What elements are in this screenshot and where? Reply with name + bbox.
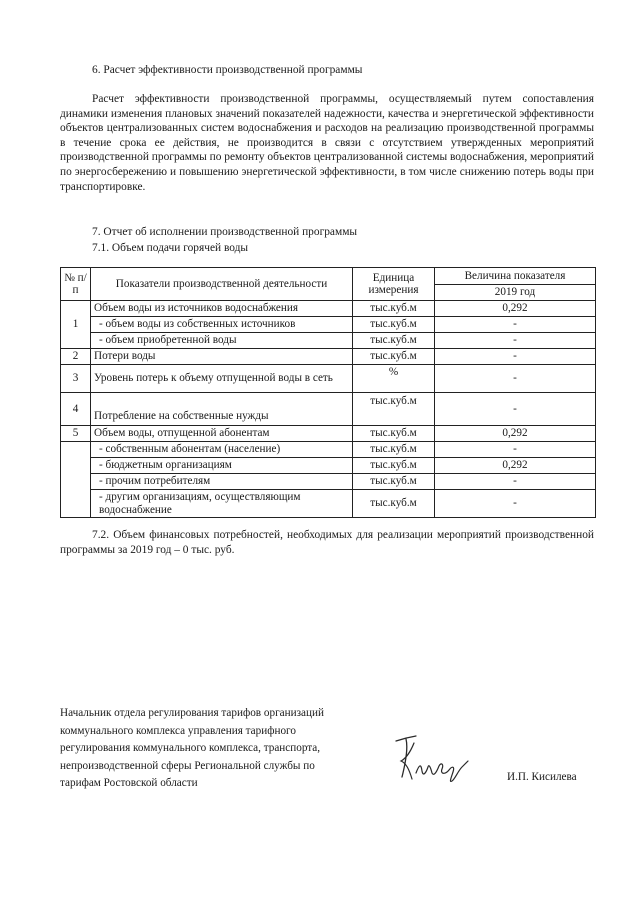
section-7-2-text: 7.2. Объем финансовых потребностей, необходимых для реализации мероприятий производственной программы за 2019 год – 0 тыс. руб. — [60, 529, 594, 556]
row-value: - — [435, 474, 596, 490]
table-row — [61, 365, 596, 393]
position-line: Начальник отдела регулирования тарифов организаций — [60, 707, 324, 719]
row-indicator: Потребление на собственные нужды — [91, 393, 353, 426]
table-row — [61, 301, 596, 317]
table-row — [61, 393, 596, 426]
signatory-position — [60, 705, 390, 793]
row-unit: тыс.куб.м — [353, 349, 435, 365]
row-value: 0,292 — [435, 426, 596, 442]
handwritten-signature — [392, 733, 470, 785]
row-value: 0,292 — [435, 458, 596, 474]
row-indicator: - прочим потребителям — [91, 474, 353, 490]
row-unit: тыс.куб.м — [353, 301, 435, 317]
row-num: 1 — [61, 301, 91, 349]
row-num: 5 — [61, 426, 91, 442]
section-7-1-heading: 7.1. Объем подачи горячей воды — [92, 242, 249, 254]
row-indicator: Потери воды — [91, 349, 353, 365]
row-indicator: Объем воды из источников водоснабжения — [91, 301, 353, 317]
row-value: - — [435, 333, 596, 349]
hot-water-supply-table — [60, 267, 596, 518]
row-indicator: - собственным абонентам (население) — [91, 442, 353, 458]
row-indicator: - объем приобретенной воды — [91, 333, 353, 349]
table-row — [61, 442, 596, 458]
row-value: - — [435, 393, 596, 426]
section-6-paragraph: Расчет эффективности производственной программы, осуществляемый путем сопоставления динамики изменения плановых значений показателей надежности, качества и энергетической эффективности объектов централизованных систем водоснабжения и расходов на реализацию производственной программы в течение срока ее действия, не производится в связи с отсутствием утвержденных мероприятий производственной программы по ремонту объектов централизованной системы водоснабжения, мероприятий по энергосбережению и повышению энергетической эффективности, в том числе снижению потерь воды при транспортировке. — [60, 93, 594, 193]
row-unit: тыс.куб.м — [353, 333, 435, 349]
header-year: 2019 год — [435, 285, 596, 301]
row-num: 2 — [61, 349, 91, 365]
signatory-name: И.П. Кисилева — [507, 771, 577, 783]
table-row — [61, 426, 596, 442]
header-num: № п/п — [61, 268, 91, 301]
row-num: 4 — [61, 393, 91, 426]
row-indicator: - объем воды из собственных источников — [91, 317, 353, 333]
row-indicator: Уровень потерь к объему отпущенной воды в сеть — [91, 365, 353, 393]
table-row — [61, 349, 596, 365]
row-value: - — [435, 317, 596, 333]
row-unit: тыс.куб.м — [353, 442, 435, 458]
row-indicator: - другим организациям, осуществляющим водоснабжение — [91, 490, 353, 518]
row-unit: тыс.куб.м — [353, 458, 435, 474]
row-value: 0,292 — [435, 301, 596, 317]
row-indicator: Объем воды, отпущенной абонентам — [91, 426, 353, 442]
row-unit: тыс.куб.м — [353, 490, 435, 518]
header-unit: Единица измерения — [353, 268, 435, 301]
row-unit: тыс.куб.м — [353, 474, 435, 490]
row-unit: % — [353, 365, 435, 393]
row-value: - — [435, 349, 596, 365]
position-line: тарифам Ростовской области — [60, 777, 198, 789]
section-6-heading: 6. Расчет эффективности производственной программы — [92, 64, 363, 76]
position-line: непроизводственной сферы Региональной службы по — [60, 759, 315, 772]
table-row — [61, 490, 596, 518]
table-row — [61, 474, 596, 490]
row-unit: тыс.куб.м — [353, 426, 435, 442]
position-line: коммунального комплекса управления тарифного — [60, 724, 296, 737]
row-num-empty — [61, 442, 91, 518]
row-value: - — [435, 442, 596, 458]
section-7-heading: 7. Отчет об исполнении производственной программы — [92, 226, 358, 238]
header-indicator: Показатели производственной деятельности — [91, 268, 353, 301]
row-value: - — [435, 365, 596, 393]
row-unit: тыс.куб.м — [353, 393, 435, 426]
header-value: Величина показателя — [435, 268, 596, 285]
position-line: регулирования коммунального комплекса, транспорта, — [60, 742, 321, 754]
row-value: - — [435, 490, 596, 518]
table-row — [61, 317, 596, 333]
table-row — [61, 333, 596, 349]
row-indicator: - бюджетным организациям — [91, 458, 353, 474]
table-row — [61, 458, 596, 474]
row-num: 3 — [61, 365, 91, 393]
table-header-row — [61, 268, 596, 285]
row-unit: тыс.куб.м — [353, 317, 435, 333]
